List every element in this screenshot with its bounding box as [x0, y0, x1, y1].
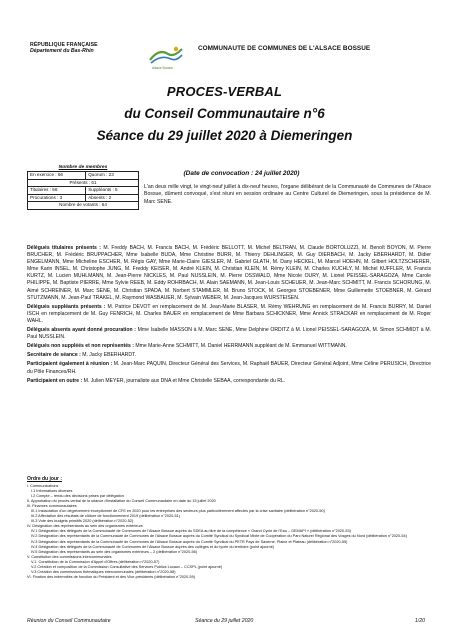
block-text: M. Julien MEYER, journaliste aux DNA et Mme Christelle SEBAA, correspondante du RL.	[82, 377, 286, 384]
republic-mention	[30, 42, 98, 54]
members-row	[28, 194, 139, 202]
block-label: Participaient également à réunion :	[27, 361, 113, 368]
attendance-block	[27, 361, 431, 375]
agenda-item: IV.3 Désignation des représentants de la Communauté de Communes de l'Alsace Bossue auprès du Comité Syndical du PETR Pays de Saverne, Plaine et Plateau (délibération n°2020-55)	[31, 539, 348, 544]
block-label: Délégués non suppléés et non représentés :	[27, 343, 134, 350]
department-line: Département du Bas-Rhin	[30, 48, 94, 54]
agenda-item: V. Constitution des commissions intercommunales	[27, 554, 112, 559]
agenda-item: I.1 Informations diverses	[31, 489, 73, 494]
attendance-block	[27, 378, 431, 385]
agenda-item: I. Communications	[27, 484, 59, 488]
title-council: du Conseil Communautaire n°6	[124, 106, 325, 121]
block-label: Délégués suppléants présents :	[27, 303, 106, 310]
page-number: 1/20	[414, 618, 425, 624]
agenda-item: III.1 Instauration d'un dégrèvement exceptionnel de CFE en 2020 pour les entreprises des secteurs plus particulièrement affectés par la crise sanitaire (délibération n°2020-50)	[31, 509, 325, 514]
agenda-item: III.2 Affectation des résultats de clôture de fonctionnement 2019 (délibération n°2020-51)	[31, 514, 180, 519]
members-cell: Procurations : 3	[28, 194, 86, 202]
attendance-block	[27, 352, 431, 359]
agenda-item: V.1. Constitution de la Commission d'Appel d'Offres (délibération n°2020-57)	[31, 559, 160, 564]
agenda-item: II. Approbation du procès-verbal de la séance d'installation du Conseil Communautaire en date du 15 juillet 2020	[27, 499, 216, 504]
agenda-item: IV. Désignation des représentants au sein des organismes extérieurs	[27, 524, 143, 529]
attendance-block	[27, 245, 431, 302]
members-cell: En exercice : 66	[28, 172, 86, 180]
block-text: Mme Marie-Anne SCHMITT, M. Daniel HERRMANN suppléant de M. Emmanuel WITTMANN.	[134, 343, 347, 350]
attendance-block	[27, 327, 431, 341]
members-row	[28, 202, 139, 210]
members-row	[28, 187, 139, 195]
republic-line: RÉPUBLIQUE FRANÇAISE	[30, 42, 98, 48]
block-text: M. Jacky EBERHARDT.	[80, 352, 137, 359]
title-session: Séance du 29 juillet 2020 à Diemeringen	[96, 128, 353, 143]
members-heading: Nombre de membres	[58, 165, 108, 170]
community-name: COMMUNAUTE DE COMMUNES DE L'ALSACE BOSSUE	[198, 45, 371, 52]
attendance-section	[27, 245, 431, 387]
block-label: Secrétaire de séance :	[27, 352, 81, 359]
document-header	[30, 42, 430, 74]
agenda-item: III.3 Vote des budgets primitifs 2020 (délibération n°2020-52)	[31, 519, 134, 524]
block-text: Mme Isabelle MASSON à M. Marc SENE, Mme Delphine ORDITZ à M. Lionel PEISSEL-SARAGOZA, M. Simon SCHMIDT à M. Paul NUSSLEIN.	[27, 327, 431, 341]
members-cell: Titulaires : 56	[28, 187, 86, 195]
convocation-text: (Date de convocation : 24 juillet 2020)	[183, 170, 300, 177]
agenda-item: IV.1 Désignation des délégués de la Communauté de Communes de l'Alsace Bossue auprès du SDEA au titre de la compétence « Grand Cycle de l'Eau – GEMAPI » (délibération n°2020-53)	[31, 529, 351, 534]
agenda-section	[27, 476, 431, 580]
footer-left: Réunion du Conseil Communautaire	[27, 618, 111, 624]
agenda-item: IV.2 Désignation des représentants de la Communauté de Communes de l'Alsace Bossue auprès du Comité Syndical du Syndicat Mixte de Coopération du Parc Naturel Régional des Vosges du Nord (délibération n°2020-54)	[31, 534, 407, 539]
agenda-item: VI. Fixation des indemnités de fonction du Président et des Vice-présidents (délibération n°2020-59)	[27, 574, 195, 579]
block-label: Délégués absents ayant donné procuration :	[27, 327, 136, 334]
members-cell: Absents : 2	[86, 194, 139, 202]
members-box	[27, 165, 139, 210]
block-text: M. Jean-Marc PAQUIN, Directeur Général des Services, M. Raphaël BAUER, Directeur Général Adjoint, Mme Céline PERUSICH, Directrice du Pôle Finances/RH.	[27, 361, 431, 375]
attendance-block	[27, 343, 431, 350]
agenda-heading: Ordre du jour :	[27, 476, 62, 482]
title-proces-verbal: PROCES-VERBAL	[166, 84, 283, 99]
agenda-item: III. Finances communautaires	[27, 504, 77, 509]
agenda-item: V.2 Création et composition de la Commission Consultative des Services Publics Locaux – CCSPL (point ajourné)	[31, 564, 223, 569]
footer-center: Séance du 29 juillet 2020	[195, 618, 254, 624]
attendance-block	[27, 304, 431, 325]
agenda-item: I.2 Compte – rendu des décisions prises par délégation	[31, 494, 124, 499]
members-cell: Nombre de votants : 64	[28, 202, 139, 210]
alsace-bossue-logo	[148, 44, 184, 66]
block-text: M. Patrice DEVOT en remplacement de M. Jean-Marie BLASER, M. Rémy WEHRUNG en remplacement de M. Francis BURRY, M. Daniel ISCH en remplacement de M. Guy FENRICH, M. Charles BAUER en remplacement de Mme Barbara SCHICKNER, Mme Annick STRACKAR en remplacement de M. Roger WAHL.	[27, 303, 431, 324]
members-cell: Quorum : 23	[86, 172, 139, 180]
block-text: M. Freddy BACH, M. Francis BACH, M. Frédéric BELLOTT, M. Michel BELTRAN, M. Claude BORTOLUZZI, M. Benoît BOYON, M. Pierre BRUCHER, M. Frédéric BRUPPACHER, Mme Isabelle BUDA, Mme Christine BURR, M. Thierry DEHLINGER, M. Guy DIERBACH, M. Jacky EBERHARDT, M. Didier ENGELMANN, Mme Micheline ESCHER, M. Régis GAY, Mme Marie-Claire GIESLER, M. Gabriel GLATH, M. Dany HECKEL, M. Marcel HOEHN, M. Gilbert HOLTZSCHERER, Mme Karin INSEL, M. Christophe JUNG, M. Freddy KEISER, M. André KLEIN, M. Christian KLEIN, M. Rémy KLEIN, M. Charles KUCHLY, M. Michel KUFFLER, M. Francis KURTZ, M. Lucien MUHLMANN, M. Jean-Pierre NICKLES, M. Paul NUSSLEIN, M. Pierre OSSWALD, Mme Nicole OURY, M. Lionel PEISSEL-SARAGOZA, Mme Carole PHILIPPE, M. Baptiste PIERRE, Mme Sylvie REEB, M. Eddy ROHRBACH, M. Alain SAEMANN, M. Jean-Louis SCHEUER, M. Jean-Marc SCHMITT, M. Francis SCHORUNG, M. Aimé SCHREINER, M. Marc SENE, M. Christian SPADA, M. Norbert STAMMLER, M. Bruno STOCK, M. Georges STOEBENER, Mme Guillemette STOEBNER, M. Gérard STUTZMANN, M. Jean-Paul TRAKEL, M. Raymond WASBAUER, M. Sylvain WEBER, M. Jean-Jacques WURSTEISEN.	[27, 245, 431, 301]
logo-caption: Alsace Bossue	[152, 66, 174, 70]
members-cell: Présents : 61	[28, 179, 139, 187]
members-cell: Suppléants : 5	[86, 187, 139, 195]
members-row	[28, 179, 139, 187]
agenda-item: IV.5 Désignation des représentants au sein des organismes extérieurs – 2 (délibération n°2020-56)	[31, 549, 198, 554]
agenda-item: IV.4 Désignation des délégués de la Communauté de Communes de l'Alsace Bossue auprès des collèges et du lycée du territoire (point ajourné)	[31, 544, 275, 549]
members-row	[28, 172, 139, 180]
block-label: Délégués titulaires présents :	[27, 245, 101, 251]
agenda-item: V.3 Création des commissions thématiques intercommunales (délibération n°2020-58)	[31, 569, 176, 574]
members-table	[27, 171, 139, 210]
block-label: Participaient en outre :	[27, 377, 83, 384]
intro-paragraph: L'an deux mille vingt, le vingt-neuf juillet à dix-neuf heures, l'organe délibérant de la Communauté de Communes de l'Alsace Bossue, dûment convoqué, s'est réuni en session ordinaire au Centre Culturel de Diemeringen, sous la présidence de M. Marc SENE.	[144, 184, 431, 205]
